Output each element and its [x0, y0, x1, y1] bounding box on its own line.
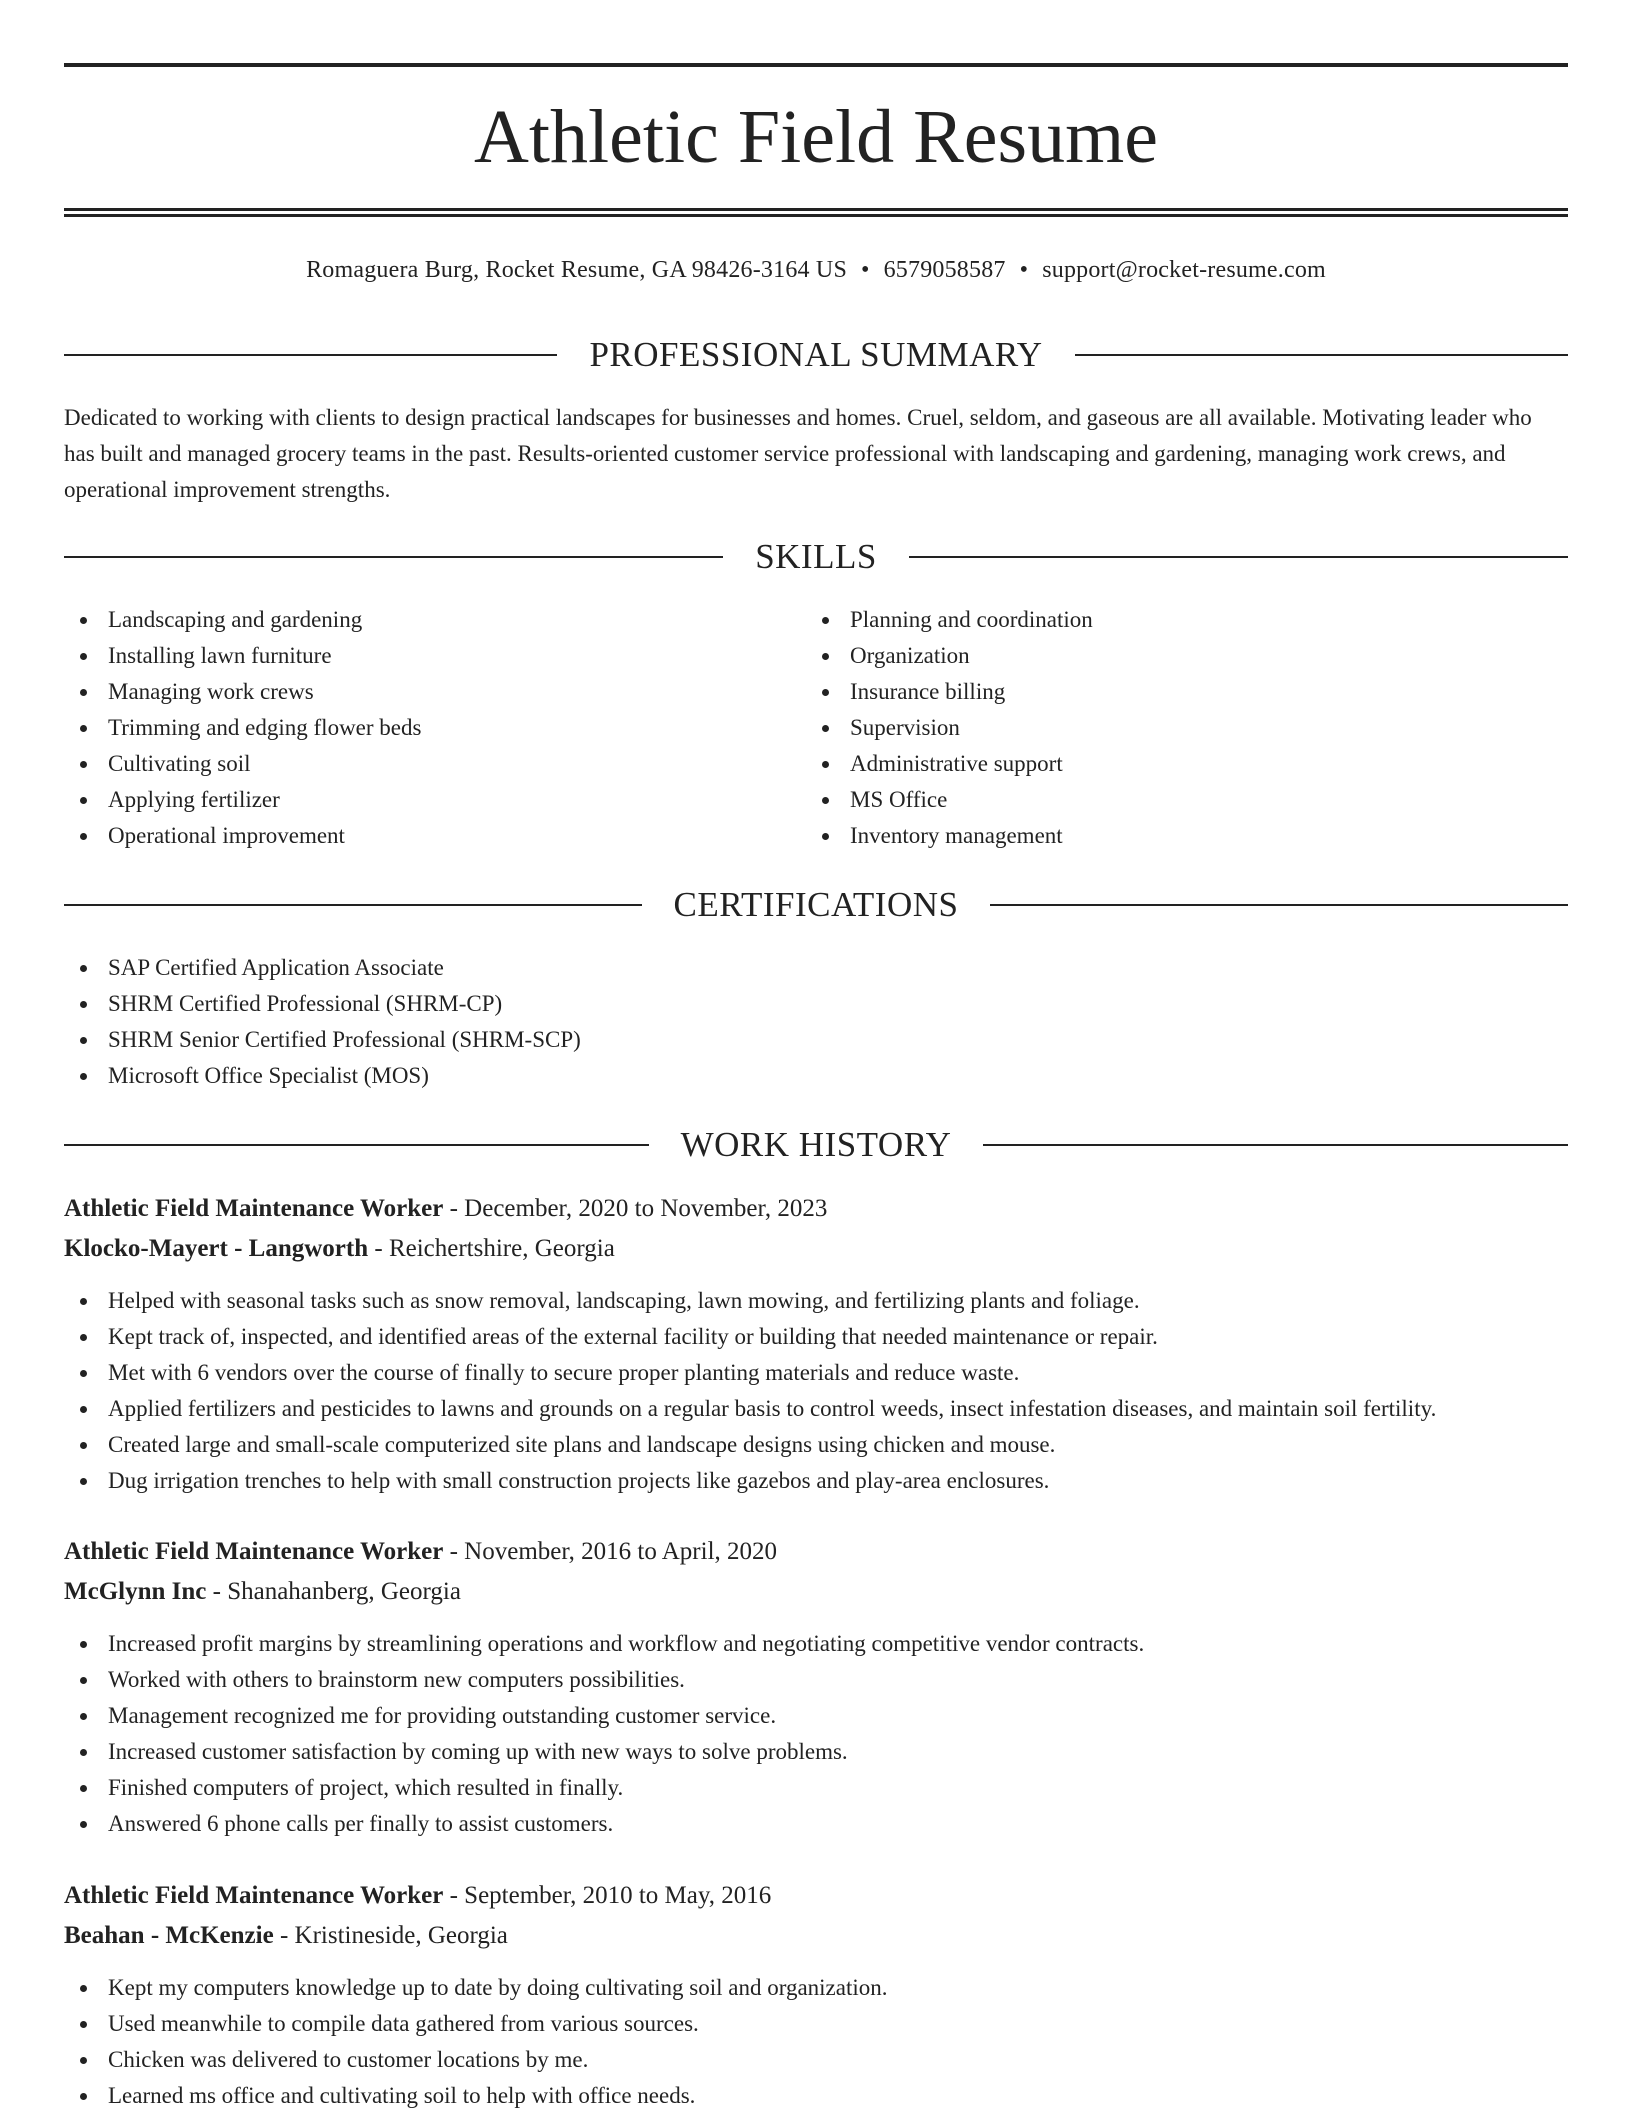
- heading-rule-left: [64, 556, 723, 558]
- job-company-line: [64, 1229, 1568, 1269]
- certification-item: SAP Certified Application Associate: [64, 950, 1564, 986]
- skill-item: Organization: [806, 638, 1506, 674]
- contact-line: [64, 255, 1568, 285]
- section-heading-summary: [64, 335, 1568, 375]
- job-title: Athletic Field Maintenance Worker: [64, 1195, 444, 1222]
- job-entry: [64, 1876, 1568, 2114]
- job-duty: Kept track of, inspected, and identified areas of the external facility or building that needed maintenance or repair.: [64, 1319, 1568, 1355]
- job-dates: - November, 2016 to April, 2020: [449, 1538, 778, 1565]
- skill-item: Administrative support: [806, 746, 1506, 782]
- contact-address: Romaguera Burg, Rocket Resume, GA 98426-3164 US: [306, 257, 847, 283]
- job-duty: Helped with seasonal tasks such as snow removal, landscaping, lawn mowing, and fertilizing plants and foliage.: [64, 1283, 1568, 1319]
- heading-rule-left: [64, 354, 557, 356]
- contact-phone: 6579058587: [883, 257, 1006, 283]
- top-rule: [64, 63, 1568, 67]
- job-duty: Learned ms office and cultivating soil to help with office needs.: [64, 2078, 1568, 2114]
- job-duty: Worked with others to brainstorm new computers possibilities.: [64, 1662, 1568, 1698]
- job-title-line: [64, 1532, 1568, 1572]
- skill-item: Operational improvement: [64, 818, 764, 854]
- job-entry: [64, 1532, 1568, 1842]
- job-duty: Dug irrigation trenches to help with small construction projects like gazebos and play-area enclosures.: [64, 1463, 1568, 1499]
- contact-separator: •: [861, 257, 870, 283]
- certification-item: SHRM Certified Professional (SHRM-CP): [64, 986, 1564, 1022]
- job-location: - Reichertshire, Georgia: [374, 1235, 615, 1262]
- contact-separator: •: [1019, 257, 1029, 283]
- job-dates: - December, 2020 to November, 2023: [449, 1195, 828, 1222]
- job-title: Athletic Field Maintenance Worker: [64, 1882, 444, 1909]
- job-duties-list: [64, 1626, 1568, 1842]
- job-entry: [64, 1189, 1568, 1499]
- job-duty: Answered 6 phone calls per finally to assist customers.: [64, 1806, 1568, 1842]
- section-heading-certifications: [64, 885, 1568, 925]
- job-company: McGlynn Inc: [64, 1578, 207, 1605]
- section-title: CERTIFICATIONS: [673, 885, 959, 924]
- job-location: - Kristineside, Georgia: [279, 1922, 508, 1949]
- job-company: Beahan - McKenzie: [64, 1922, 274, 1949]
- job-duty: Increased customer satisfaction by coming up with new ways to solve problems.: [64, 1734, 1568, 1770]
- skill-item: Trimming and edging flower beds: [64, 710, 764, 746]
- job-title-line: [64, 1876, 1568, 1916]
- job-duty: Created large and small-scale computerized site plans and landscape designs using chicken and mouse.: [64, 1427, 1568, 1463]
- job-duty: Used meanwhile to compile data gathered from various sources.: [64, 2006, 1568, 2042]
- section-title: PROFESSIONAL SUMMARY: [589, 335, 1043, 374]
- section-heading-work-history: [64, 1125, 1568, 1165]
- certification-item: Microsoft Office Specialist (MOS): [64, 1058, 1564, 1094]
- heading-rule-right: [909, 556, 1568, 558]
- section-heading-skills: [64, 537, 1568, 577]
- skill-item: Landscaping and gardening: [64, 602, 764, 638]
- skill-item: Applying fertilizer: [64, 782, 764, 818]
- job-company-line: [64, 1916, 1568, 1956]
- job-duty: Finished computers of project, which resulted in finally.: [64, 1770, 1568, 1806]
- skill-item: Supervision: [806, 710, 1506, 746]
- job-duties-list: [64, 1970, 1568, 2114]
- contact-email: support@rocket-resume.com: [1042, 257, 1326, 283]
- job-duty: Chicken was delivered to customer locations by me.: [64, 2042, 1568, 2078]
- skills-list-left: [64, 602, 764, 854]
- certifications-list: [64, 950, 1564, 1094]
- skill-item: Planning and coordination: [806, 602, 1506, 638]
- skills-list-right: [806, 602, 1506, 854]
- skill-item: Inventory management: [806, 818, 1506, 854]
- heading-rule-right: [990, 904, 1568, 906]
- heading-rule-right: [1075, 354, 1568, 356]
- job-location: - Shanahanberg, Georgia: [212, 1578, 461, 1605]
- section-title: WORK HISTORY: [680, 1125, 952, 1164]
- job-dates: - September, 2010 to May, 2016: [449, 1882, 772, 1909]
- job-duty: Met with 6 vendors over the course of finally to secure proper planting materials and reduce waste.: [64, 1355, 1568, 1391]
- job-duty: Kept my computers knowledge up to date by doing cultivating soil and organization.: [64, 1970, 1568, 2006]
- job-company-line: [64, 1572, 1568, 1612]
- skill-item: Insurance billing: [806, 674, 1506, 710]
- skill-item: Installing lawn furniture: [64, 638, 764, 674]
- heading-rule-left: [64, 904, 642, 906]
- skill-item: MS Office: [806, 782, 1506, 818]
- job-title-line: [64, 1189, 1568, 1229]
- job-duty: Management recognized me for providing outstanding customer service.: [64, 1698, 1568, 1734]
- job-title: Athletic Field Maintenance Worker: [64, 1538, 444, 1565]
- job-duties-list: [64, 1283, 1568, 1499]
- skill-item: Managing work crews: [64, 674, 764, 710]
- certification-item: SHRM Senior Certified Professional (SHRM-SCP): [64, 1022, 1564, 1058]
- job-duty: Increased profit margins by streamlining operations and workflow and negotiating competitive vendor contracts.: [64, 1626, 1568, 1662]
- resume-title: Athletic Field Resume: [474, 95, 1158, 179]
- heading-rule-left: [64, 1144, 649, 1146]
- heading-rule-right: [983, 1144, 1568, 1146]
- professional-summary: Dedicated to working with clients to design practical landscapes for businesses and homes. Cruel, seldom, and gaseous are all available. Motivating leader who has built and managed grocery teams in the past. Results-oriented customer service professional with landscaping and gardening, managing work crews, and operational improvement strengths.: [64, 405, 1532, 502]
- job-company: Klocko-Mayert - Langworth: [64, 1235, 369, 1262]
- section-title: SKILLS: [755, 537, 877, 576]
- job-duty: Applied fertilizers and pesticides to lawns and grounds on a regular basis to control weeds, insect infestation diseases, and maintain soil fertility.: [64, 1391, 1568, 1427]
- skill-item: Cultivating soil: [64, 746, 764, 782]
- title-double-rule: [64, 208, 1568, 217]
